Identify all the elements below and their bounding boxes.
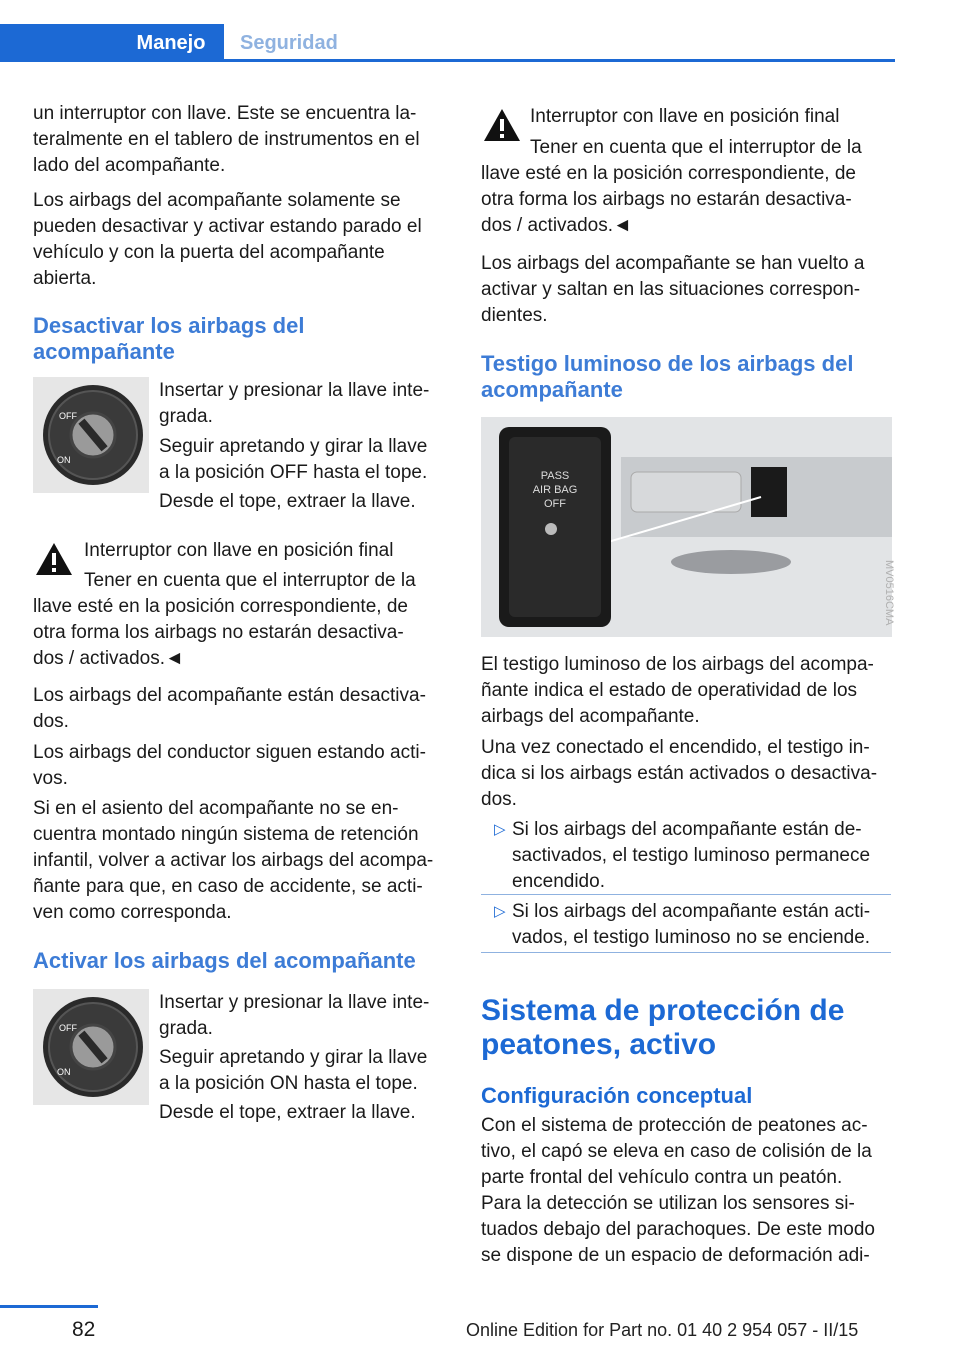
key-switch-image-off — [33, 377, 149, 493]
footer-edition: Online Edition for Part no. 01 40 2 954 057 - II/15 — [466, 1320, 859, 1340]
switch-on-label: ON — [57, 455, 71, 465]
bullet-item-1: Si los airbags del acompañante están de‐ sactivados, el testigo luminoso permanece encendido. — [512, 819, 871, 892]
bullet-divider — [481, 894, 891, 895]
activate-step-1: Insertar y presionar la llave inte‐ grada. — [159, 992, 430, 1039]
heading-pedestrian-protection: Sistema de protección de peatones, activo — [481, 994, 845, 1061]
warning-title-right: Interruptor con llave en posición final — [530, 106, 840, 127]
indicator-description: El testigo luminoso de los airbags del acompa‐ ñante indica el estado de operatividad de los airbags del acompañante. — [481, 654, 874, 727]
page-number: 82 — [72, 1318, 96, 1341]
heading-concept: Configuración conceptual — [481, 1083, 753, 1108]
concept-paragraph: Con el sistema de protección de peatones ac‐ tivo, el capó se eleva en caso de colisión de la parte frontal del vehículo contra un peatón. Para la detección se utilizan los sensores si‐ tuados debajo del parachoques. De este modo se dispone de un espacio de deformación adi‐ — [481, 1115, 875, 1266]
key-switch-image-on — [33, 989, 149, 1105]
intro-paragraph: un interruptor con llave. Este se encuentra la‐ teralmente en el tablero de instrumentos en el lado del acompañante. — [33, 103, 420, 176]
tab-seguridad[interactable]: Seguridad — [240, 32, 338, 54]
deactivate-step-1: Insertar y presionar la llave inte‐ grada. — [159, 380, 430, 427]
bullet-item-2: Si los airbags del acompañante están acti‐ vados, el testigo luminoso no se enciende. — [512, 901, 871, 948]
header-tab-lead — [0, 24, 118, 62]
deactivated-paragraph: Los airbags del acompañante están desactiva‐ dos. — [33, 685, 426, 732]
deactivate-step-3: Desde el tope, extraer la llave. — [159, 491, 416, 512]
warning-body-right: Tener en cuenta que el interruptor de la llave esté en la posición correspondiente, de otra forma los airbags no estarán desactiva‐ dos / activados.◄ — [481, 137, 862, 236]
activate-step-2: Seguir apretando y girar la llave a la posición ON hasta el tope. — [159, 1047, 428, 1094]
warning-title: Interruptor con llave en posición final — [84, 540, 394, 561]
heading-indicator: Testigo luminoso de los airbags del acompañante — [481, 351, 854, 402]
heading-activate: Activar los airbags del acompañante — [33, 948, 416, 973]
heading-deactivate: Desactivar los airbags del acompañante — [33, 313, 305, 364]
reactivated-paragraph: Los airbags del acompañante se han vuelto a activar y saltan en las situaciones correspon‐ dientes. — [481, 253, 865, 326]
photo-off-label: OFF — [544, 498, 566, 510]
warning-body: Tener en cuenta que el interruptor de la llave esté en la posición correspondiente, de otra forma los airbags no estarán desactiva‐ dos / activados.◄ — [33, 570, 416, 669]
switch-on-label: ON — [57, 1067, 71, 1077]
driver-airbags-paragraph: Los airbags del conductor siguen estando acti‐ vos. — [33, 742, 426, 789]
footer-line — [0, 1305, 98, 1308]
child-seat-paragraph: Si en el asiento del acompañante no se en‐ cuentra montado ningún sistema de retención infantil, volver a activar los airbags del acompa‐ ñante para que, en caso de accidente, se acti‐ ven como corresponda. — [33, 798, 434, 923]
restriction-paragraph: Los airbags del acompañante solamente se pueden desactivar y activar estando parado el vehículo y con la puerta del acompañante abierta. — [33, 190, 422, 289]
switch-off-label: OFF — [59, 1023, 77, 1033]
bullet-icon: ▷ — [494, 821, 506, 838]
bullet-icon: ▷ — [494, 903, 506, 920]
deactivate-step-2: Seguir apretando y girar la llave a la posición OFF hasta el tope. — [159, 436, 428, 483]
photo-airbag-label: AIR BAG — [532, 484, 578, 496]
tab-manejo[interactable]: Manejo — [118, 24, 224, 62]
indicator-photo — [481, 417, 892, 637]
switch-off-label: OFF — [59, 411, 77, 421]
activate-step-3: Desde el tope, extraer la llave. — [159, 1102, 416, 1123]
photo-pass-label: PASS — [540, 470, 570, 482]
bullet-divider — [481, 952, 891, 953]
ignition-paragraph: Una vez conectado el encendido, el testigo in‐ dica si los airbags están activados o desactiva‐ dos. — [481, 737, 878, 810]
photo-code: MV0516CMA — [883, 560, 895, 626]
